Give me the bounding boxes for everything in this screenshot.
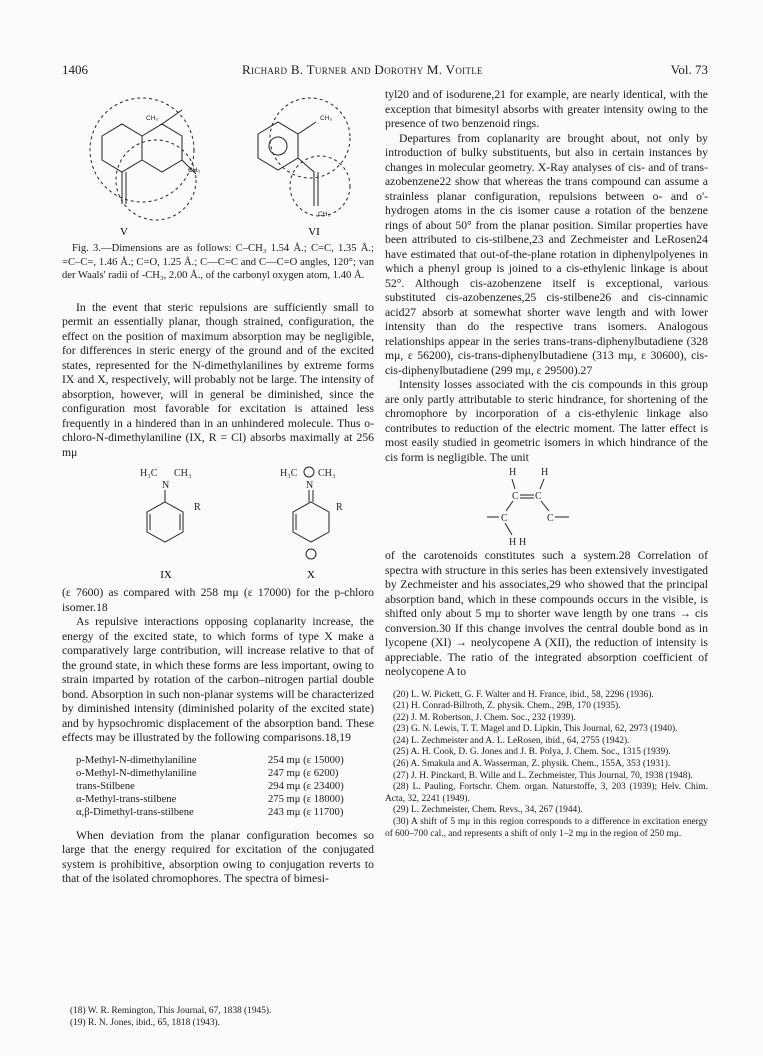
c-label: C xyxy=(512,491,519,502)
paragraph: Intensity losses associated with the cis compounds in this group are only partly attributable to steric hindrance, for shortening of the chromophore by incorporation of a cis-ethylenic linkage also contributes to reduction of the electric moment. The latter effect is most easily studied in geometric isomers in which hindrance of the cis form is negligible. The unit xyxy=(385,378,708,464)
r-label: R xyxy=(336,502,343,514)
h-label: H xyxy=(509,467,517,478)
n-label: N xyxy=(306,480,314,492)
footnote: (26) A. Smakula and A. Wasserman, Z. physik. Chem., 155A, 353 (1931). xyxy=(393,759,671,770)
footnote: (29) L. Zechmeister, Chem. Revs., 34, 267 (1944). xyxy=(393,805,583,816)
figure-3-structures-v-vi xyxy=(62,88,374,240)
paragraph: In the event that steric repulsions are sufficiently small to permit an essentially planar, though strained, configuration, the effect on the position of maximum absorption may be negligible, for differences in steric energy of the ground and of the excited states, represented for the N-dimethylanilines by extreme forms IX and X, respectively, will probably not be large. The intensity of absorption, however, will in general be diminished, since the configuration most favorable for excitation is attained less frequently in a hindered than in an unhindered molecule. Thus o-chloro-N-dimethylaniline (IX, R = Cl) absorbs maximally at 256 mμ xyxy=(62,300,374,459)
paragraph: When deviation from the planar configuration becomes so large that the energy required for excitation of the conjugated system is prohibitive, absorption owing to conjugation reverts to that of the isolated chromophores. The spectra of bimesi- xyxy=(62,828,374,886)
h3c-label: H₃C xyxy=(140,468,158,480)
footnote: (23) G. N. Lewis, T. T. Magel and D. Lipkin, This Journal, 62, 2973 (1940). xyxy=(393,724,678,735)
bond-line xyxy=(512,479,515,489)
footnote: (28) L. Pauling, Fortschr. Chem. organ. Naturstoffe, 3, 203 (1939); Helv. Chim. Acta, 32, 2241 (1949). xyxy=(385,782,708,804)
structure-label-v: V xyxy=(120,226,128,238)
compound-cell: p-Methyl-N-dimethylaniline xyxy=(76,754,197,766)
paragraph: As repulsive interactions opposing coplanarity increase, the energy of the excited state, to which forms of type X make a comparatively large contribution, will increase relative to that of the ground state, in which these forms are less important, owing to strain imparted by rotation of the carbon–nitrogen partial double bond. Absorption in such non-planar systems will be characterized by diminished intensity (diminished polarity of the excited state) and by hypsochromic displacement of the absorption band. These effects may be illustrated by the following comparisons.18,19 xyxy=(62,615,374,745)
ring-hexagon xyxy=(147,502,183,542)
paragraph: (ε 7600) as compared with 258 mμ (ε 17000) for the p-chloro isomer.18 xyxy=(62,586,374,614)
table-row xyxy=(76,780,376,793)
right-column xyxy=(385,88,708,840)
ch3-label: CH₃ xyxy=(174,468,192,480)
footnote: (25) A. H. Cook, D. G. Jones and J. B. Polya, J. Chem. Soc., 1315 (1939). xyxy=(393,747,671,758)
footnote: (19) R. N. Jones, ibid., 65, 1818 (1943). xyxy=(70,1017,220,1028)
n-label: N xyxy=(162,480,170,492)
bond-line xyxy=(298,158,314,172)
footnote: (30) A shift of 5 mμ in this region corresponds to a difference in excitation energy of 600–700 cal., and represents a shift of only 1–2 mμ in the region of 250 mμ. xyxy=(385,817,708,839)
running-authors: Richard B. Turner and Dorothy M. Voitle xyxy=(242,62,483,77)
footnote: (27) J. H. Pinckard, B. Wille and L. Zechmeister, This Journal, 70, 1938 (1948). xyxy=(393,770,693,781)
bond-line xyxy=(541,501,549,511)
footnote: (22) J. M. Robertson, J. Chem. Soc., 232 (1939). xyxy=(393,712,576,723)
h-label: H xyxy=(541,467,549,478)
c-label: C xyxy=(547,513,554,524)
ch3-label: CH₃ xyxy=(320,115,333,122)
minus-charge-circle xyxy=(306,549,316,559)
footnote: (24) L. Zechmeister and A. L. LeRosen, ibid., 64, 2755 (1942). xyxy=(393,735,630,746)
bond-line xyxy=(298,122,316,134)
running-header xyxy=(62,62,708,80)
bond-line xyxy=(162,110,182,124)
compound-cell: o-Methyl-N-dimethylaniline xyxy=(76,767,197,779)
c-label: C xyxy=(535,491,542,502)
value-cell: 254 mμ (ε 15000) xyxy=(268,754,344,766)
right-footnotes xyxy=(385,690,708,841)
table-row xyxy=(76,806,376,819)
ring-hexagon xyxy=(258,122,298,170)
bond-line xyxy=(505,523,512,535)
value-cell: 275 mμ (ε 18000) xyxy=(268,793,344,805)
table-row xyxy=(76,793,376,806)
value-cell: 247 mμ (ε 6200) xyxy=(268,767,339,779)
ch3-label: CH₃ xyxy=(318,211,331,218)
footnote: (20) L. W. Pickett, G. F. Walter and H. France, ibid., 58, 2296 (1936). xyxy=(393,689,654,700)
structure-label-x: X xyxy=(307,569,315,582)
ring-hexagon xyxy=(142,124,182,172)
ch3-label: CH₃ xyxy=(318,468,336,480)
carotenoid-unit-structure xyxy=(385,465,708,549)
ch3-label: CH₃ xyxy=(146,115,159,122)
figure-3-caption: Fig. 3.—Dimensions are as follows: C–CH₃ 1.54 Å.; C=C, 1.35 Å.; =C–C=, 1.46 Å.; C=O, 1.25 Å.; C—C=C and C—C=O angles, 120°; van der Waals' radii of -CH₃, 2.00 Å., of the carbonyl oxygen atom, 1.40 Å. xyxy=(62,243,374,282)
ring-hexagon xyxy=(293,502,329,542)
h-label: H xyxy=(519,537,527,548)
compound-cell: trans-Stilbene xyxy=(76,780,135,792)
h3c-label: H₃C xyxy=(280,468,298,480)
h-label: H xyxy=(509,537,517,548)
vdw-circle xyxy=(290,156,350,216)
ring-hexagon xyxy=(102,124,142,172)
compound-cell: α-Methyl-trans-stilbene xyxy=(76,793,177,805)
table-row xyxy=(76,767,376,780)
compound-cell: α,β-Dimethyl-trans-stilbene xyxy=(76,806,194,818)
bond-line xyxy=(506,501,513,511)
plus-charge-circle xyxy=(304,467,314,477)
comparison-table xyxy=(76,754,376,819)
c-label: C xyxy=(501,513,508,524)
left-column xyxy=(62,88,374,887)
r-label: R xyxy=(194,502,201,514)
structures-ix-x xyxy=(62,464,374,584)
page-number: 1406 xyxy=(62,62,88,77)
value-cell: 294 mμ (ε 23400) xyxy=(268,780,344,792)
structure-label-vi: VI xyxy=(308,226,320,238)
table-row xyxy=(76,754,376,767)
footnote: (21) H. Conrad-Billroth, Z. physik. Chem., 29B, 170 (1935). xyxy=(393,701,621,712)
bond-line xyxy=(540,479,544,489)
paragraph: tyl20 and of isodurene,21 for example, are nearly identical, with the exception that bimesityl absorbs with greater intensity owing to the presence of two benzenoid rings. xyxy=(385,88,708,130)
left-footnotes xyxy=(62,1006,374,1029)
aromatic-circle xyxy=(269,137,287,155)
ch3-label: CH₃ xyxy=(188,167,201,174)
paragraph: of the carotenoids constitutes such a system.28 Correlation of spectra with structure in this series has been extensively investigated by Zechmeister and his associates,29 who showed that the principal absorption band, which in these compounds occurs in the visible, is shifted only about 5 mμ to shorter wave length by one trans → cis conversion.30 If this change involves the central double bond as in lycopene (XI) → neolycopene A (XII), the reduction of intensity is appreciable. The ratio of the integrated absorption coefficient of neolycopene A to xyxy=(385,549,708,678)
structure-label-ix: IX xyxy=(160,569,172,582)
paragraph: Departures from coplanarity are brought about, not only by introduction of bulky substituents, but also in certain instances by changes in molecular geometry. X-Ray analyses of cis- and of trans-azobenzene22 show that whereas the trans compound can assume a strainless planar configuration, repulsions between o- and o'-hydrogen atoms in the cis isomer cause a rotation of the benzene rings of about 50° from the planar position. Similar properties have been attributed to cis-stilbene,23 and Zechmeister and LeRosen24 have estimated that out-of-the-plane rotation in diphenylpolyenes in which a phenyl group is joined to a cis-ethylenic linkage is about 52°. Although cis-azobenzene itself is exceptional, various substituted cis-azobenzenes,25 cis-stilbene26 and cis-cinnamic acid27 absorb at somewhat shorter wave length and with lower intensity than do the respective trans isomers. Analogous relationships appear in the series trans-trans-diphenylbutadiene (328 mμ, ε 56200), cis-trans-diphenylbutadiene (313 mμ, ε 30600), cis-cis-diphenylbutadiene (299 mμ, ε 29500).27 xyxy=(385,131,708,377)
volume-label: Vol. 73 xyxy=(670,62,708,77)
footnote: (18) W. R. Remington, This Journal, 67, 1838 (1945). xyxy=(70,1006,272,1016)
value-cell: 243 mμ (ε 11700) xyxy=(268,806,344,818)
